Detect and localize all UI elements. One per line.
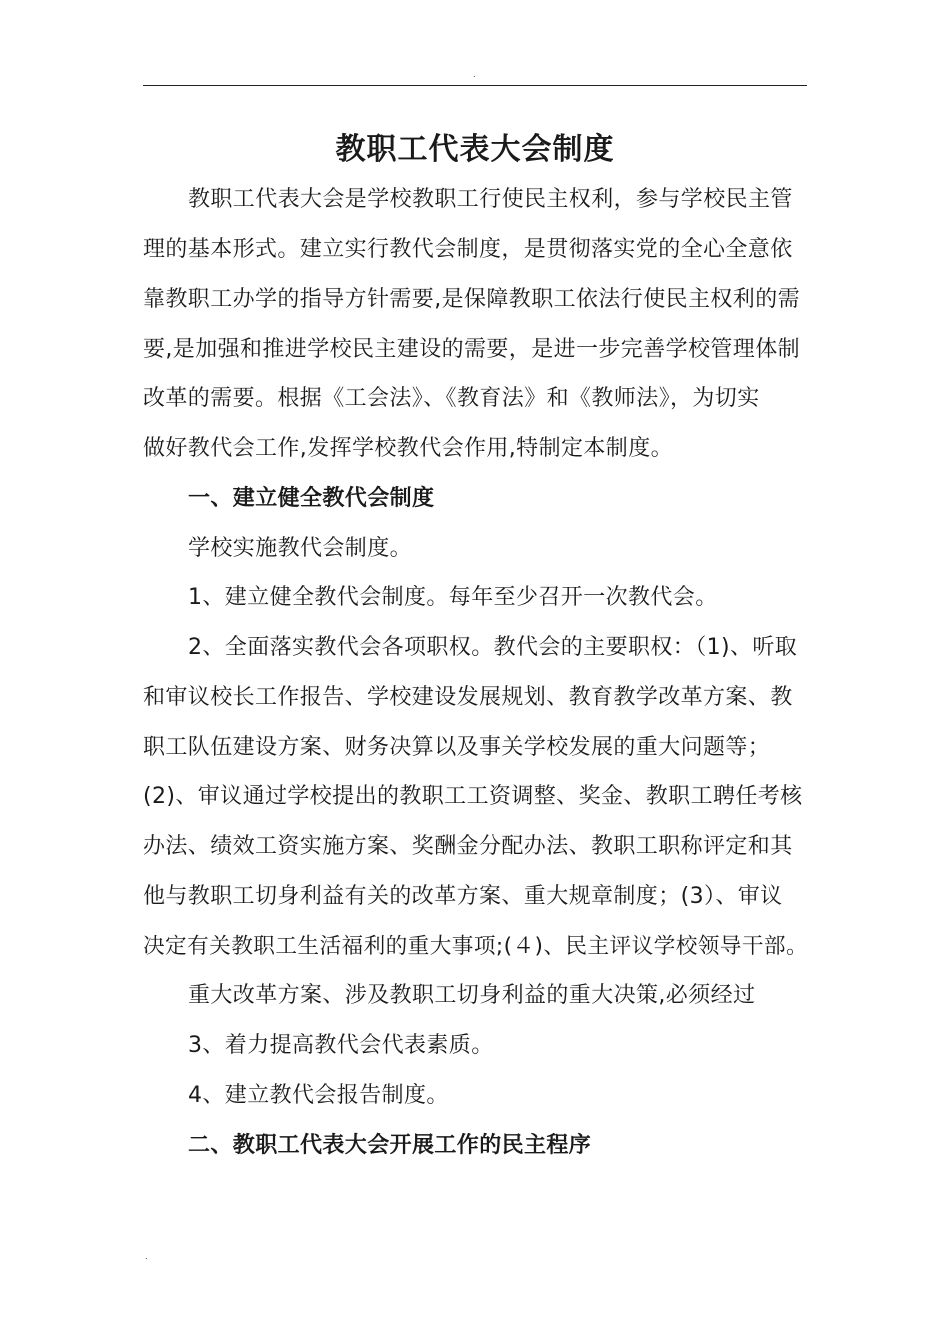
document-title: 教职工代表大会制度 (335, 132, 615, 167)
header-mark: . (473, 70, 476, 79)
list-item: 1、建立健全教代会制度。每年至少召开一次教代会。 (188, 585, 718, 610)
list-item: 3、着力提高教代会代表素质。 (188, 1033, 494, 1058)
footer-mark: . (145, 1252, 148, 1261)
paragraph-line: 重大改革方案、涉及教职工切身利益的重大决策,必须经过 (188, 983, 756, 1008)
paragraph-line: (2)、审议通过学校提出的教职工工资调整、奖金、教职工聘任考核 (143, 784, 803, 809)
paragraph-line: 理的基本形式。建立实行教代会制度，是贯彻落实党的全心全意依 (143, 237, 793, 262)
section-heading: 一、建立健全教代会制度 (188, 486, 435, 511)
paragraph-line: 他与教职工切身利益有关的改革方案、重大规章制度；(3）、审议 (143, 884, 783, 909)
paragraph-line: 要,是加强和推进学校民主建设的需要，是进一步完善学校管理体制 (143, 337, 800, 362)
paragraph-line: 改革的需要。根据《工会法》、《教育法》和《教师法》，为切实 (143, 386, 760, 411)
paragraph-line: 决定有关教职工生活福利的重大事项;(４)、民主评议学校领导干部。 (143, 934, 809, 959)
list-item: 2、全面落实教代会各项职权。教代会的主要职权：（1)、听取 (188, 635, 798, 660)
paragraph-line: 办法、绩效工资实施方案、奖酬金分配办法、教职工职称评定和其 (143, 834, 793, 859)
section-heading: 二、教职工代表大会开展工作的民主程序 (188, 1133, 592, 1158)
paragraph-line: 教职工代表大会是学校教职工行使民主权利，参与学校民主管 (188, 187, 793, 212)
header-rule (143, 85, 807, 86)
paragraph-line: 和审议校长工作报告、学校建设发展规划、教育教学改革方案、教 (143, 685, 793, 710)
paragraph-line: 学校实施教代会制度。 (188, 536, 413, 561)
paragraph-line: 靠教职工办学的指导方针需要,是保障教职工依法行使民主权利的需 (143, 287, 800, 312)
list-item: 4、建立教代会报告制度。 (188, 1083, 449, 1108)
paragraph-line: 职工队伍建设方案、财务决算以及事关学校发展的重大问题等； (143, 735, 771, 760)
paragraph-line: 做好教代会工作,发挥学校教代会作用,特制定本制度。 (143, 436, 673, 461)
